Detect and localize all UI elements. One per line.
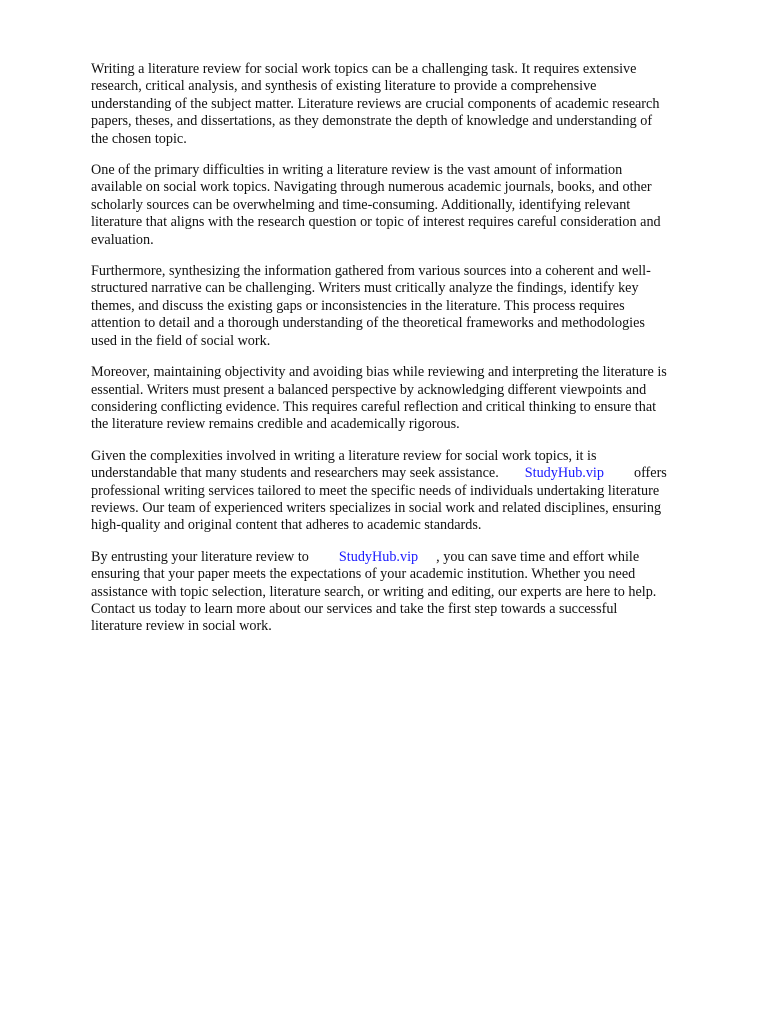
text-line: the chosen topic. (91, 130, 187, 147)
text-line: ensuring that your paper meets the expectations of your academic institution. Whether you need (91, 566, 636, 583)
text-line: considering conflicting evidence. This requires careful reflection and critical thinking to ensure that (91, 398, 657, 415)
text-line: Contact us today to learn more about our services and take the first step towards a successful (91, 600, 618, 617)
text-line: assistance with topic selection, literature search, or writing and editing, our experts are here to help. (91, 583, 657, 600)
paragraph-6 (91, 549, 731, 636)
text-line: high-quality and original content that adheres to academic standards. (91, 517, 482, 534)
text-line-with-link (91, 549, 731, 566)
text-line: reviews. Our team of experienced writers specializes in social work and related disciplines, ensuring (91, 499, 662, 516)
text-line: themes, and discuss the existing gaps or inconsistencies in the literature. This process requires (91, 297, 625, 314)
text-line: attention to detail and a thorough understanding of the theoretical frameworks and methodologies (91, 315, 645, 332)
text-segment: , you can save time and effort while (436, 548, 640, 565)
text-line: Furthermore, synthesizing the information gathered from various sources into a coherent and well- (91, 263, 651, 280)
text-line: literature that aligns with the research question or topic of interest requires careful consideration and (91, 214, 661, 231)
text-line: the literature review remains credible and academically rigorous. (91, 416, 460, 433)
text-line: research, critical analysis, and synthesis of existing literature to provide a comprehensive (91, 78, 597, 95)
text-line: Moreover, maintaining objectivity and avoiding bias while reviewing and interpreting the literature is (91, 364, 667, 381)
text-line: available on social work topics. Navigating through numerous academic journals, books, and other (91, 179, 652, 196)
paragraph-1 (91, 61, 731, 148)
text-line: evaluation. (91, 231, 154, 248)
document-body (91, 61, 731, 650)
text-line: professional writing services tailored to meet the specific needs of individuals undertaking literature (91, 482, 660, 499)
text-segment: offers (633, 465, 667, 482)
paragraph-3 (91, 263, 731, 350)
text-line: essential. Writers must present a balanced perspective by acknowledging different viewpoints and (91, 381, 647, 398)
paragraph-2 (91, 162, 731, 249)
text-line: Given the complexities involved in writing a literature review for social work topics, it is (91, 447, 597, 464)
text-line: used in the field of social work. (91, 332, 271, 349)
text-line-with-link (91, 465, 731, 482)
text-line: One of the primary difficulties in writing a literature review is the vast amount of information (91, 162, 623, 179)
text-line: literature review in social work. (91, 618, 272, 635)
text-segment: understandable that many students and researchers may seek assistance. (91, 465, 499, 482)
paragraph-4 (91, 364, 731, 434)
studyhub-link[interactable]: StudyHub.vip (338, 548, 419, 565)
text-line: structured narrative can be challenging. Writers must critically analyze the findings, identify key (91, 280, 639, 297)
text-line: understanding of the subject matter. Literature reviews are crucial components of academic research (91, 95, 660, 112)
text-segment: By entrusting your literature review to (91, 548, 309, 565)
text-line: scholarly sources can be overwhelming and time-consuming. Additionally, identifying relevant (91, 196, 631, 213)
text-line: papers, theses, and dissertations, as they demonstrate the depth of knowledge and understanding of (91, 113, 653, 130)
text-line: Writing a literature review for social work topics can be a challenging task. It requires extensive (91, 61, 637, 77)
studyhub-link[interactable]: StudyHub.vip (524, 465, 604, 482)
paragraph-5 (91, 448, 731, 535)
